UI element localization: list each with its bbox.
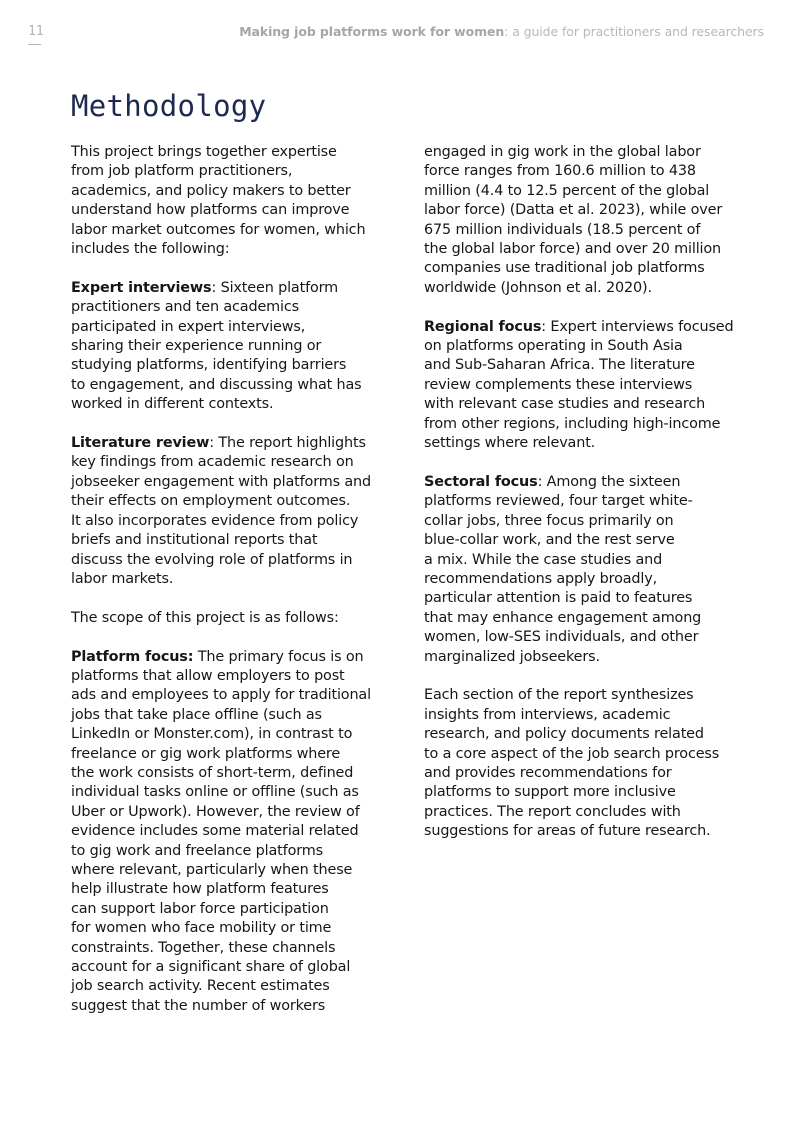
text-line: The scope of this project is as follows: (71, 609, 339, 626)
text-line: LinkedIn or Monster.com), in contrast to (71, 726, 353, 743)
running-header-subtitle: : a guide for practitioners and researchers (504, 24, 764, 39)
text-line: with relevant case studies and research (424, 396, 706, 413)
text-line: platforms to support more inclusive (424, 784, 676, 801)
text-line: force ranges from 160.6 million to 438 (424, 163, 696, 180)
text-line: platforms that allow employers to post (71, 667, 345, 684)
text-line: platforms reviewed, four target white- (424, 493, 693, 510)
text-line: jobs that take place offline (such as (71, 706, 322, 723)
text-line: individual tasks online or offline (such as (71, 784, 359, 801)
text-line (71, 434, 376, 453)
text-line: includes the following: (71, 241, 230, 258)
text-run: : Expert interviews focused (541, 318, 734, 335)
text-line: practitioners and ten academics (71, 299, 299, 316)
text-line: constraints. Together, these channels (71, 939, 336, 956)
right-column (424, 143, 734, 861)
text-line: million (4.4 to 12.5 percent of the global (424, 182, 710, 199)
page-number-underline (28, 44, 41, 45)
text-line: ads and employees to apply for traditional (71, 687, 371, 704)
text-line: job search activity. Recent estimates (71, 978, 330, 995)
intro-paragraph (71, 143, 376, 259)
text-line: for women who face mobility or time (71, 920, 332, 937)
text-line: key findings from academic research on (71, 454, 354, 471)
running-header (239, 24, 764, 40)
text-line: discuss the evolving role of platforms in (71, 551, 353, 568)
text-line: sharing their experience running or (71, 338, 322, 355)
expert-interviews-heading: Expert interviews (71, 279, 212, 296)
conclusion-paragraph (424, 686, 729, 841)
text-line: and Sub-Saharan Africa. The literature (424, 357, 695, 374)
text-line: evidence includes some material related (71, 823, 359, 840)
text-run: The primary focus is on (193, 648, 364, 665)
text-line: participated in expert interviews, (71, 318, 306, 335)
page-title: Methodology (71, 89, 267, 123)
text-line: from job platform practitioners, (71, 163, 293, 180)
text-line: labor force) (Datta et al. 2023), while over (424, 202, 723, 219)
platform-focus-paragraph (71, 648, 376, 1017)
text-line: 675 million individuals (18.5 percent of (424, 221, 701, 238)
regional-focus-paragraph (424, 318, 734, 454)
text-line: worldwide (Johnson et al. 2020). (424, 279, 652, 296)
text-run: : Among the sixteen (537, 473, 681, 490)
platform-focus-continued-paragraph (424, 143, 729, 298)
text-line: recommendations apply broadly, (424, 570, 658, 587)
text-line: It also incorporates evidence from policy (71, 512, 359, 529)
text-line: marginalized jobseekers. (424, 648, 600, 665)
text-line (71, 648, 376, 667)
text-line: academics, and policy makers to better (71, 182, 351, 199)
text-line: jobseeker engagement with platforms and (71, 473, 371, 490)
left-column (71, 143, 376, 1036)
text-line: that may enhance engagement among (424, 609, 702, 626)
text-line: practices. The report concludes with (424, 803, 681, 820)
text-line (424, 473, 729, 492)
text-line: companies use traditional job platforms (424, 260, 705, 277)
text-line: from other regions, including high-income (424, 415, 721, 432)
text-run: : Sixteen platform (211, 279, 339, 296)
text-line: the global labor force) and over 20 million (424, 241, 722, 258)
literature-review-paragraph (71, 434, 376, 589)
expert-interviews-paragraph (71, 279, 376, 415)
text-line: particular attention is paid to features (424, 590, 693, 607)
text-line (424, 318, 734, 337)
text-line: briefs and institutional reports that (71, 532, 318, 549)
scope-intro-paragraph (71, 609, 376, 628)
platform-focus-heading: Platform focus: (71, 648, 194, 665)
text-line: engaged in gig work in the global labor (424, 144, 701, 160)
text-line: review complements these interviews (424, 376, 693, 393)
literature-review-heading: Literature review (71, 435, 210, 452)
text-line: research, and policy documents related (424, 726, 704, 743)
text-line: to engagement, and discussing what has (71, 376, 362, 393)
text-line: labor market outcomes for women, which (71, 221, 366, 238)
text-line: women, low-SES individuals, and other (424, 629, 699, 646)
text-line: collar jobs, three focus primarily on (424, 512, 674, 529)
text-line: account for a significant share of global (71, 959, 351, 975)
text-run: : The report highlights (209, 435, 366, 452)
text-line (71, 279, 376, 298)
regional-focus-heading: Regional focus (424, 318, 542, 335)
text-line: worked in different contexts. (71, 396, 274, 413)
text-line: studying platforms, identifying barriers (71, 357, 347, 374)
text-line: labor markets. (71, 570, 174, 587)
text-line: suggestions for areas of future research. (424, 823, 711, 840)
text-line: where relevant, particularly when these (71, 861, 353, 878)
text-line: settings where relevant. (424, 435, 596, 452)
sectoral-focus-heading: Sectoral focus (424, 473, 538, 490)
text-line: Each section of the report synthesizes (424, 687, 694, 704)
page-number: 11 (28, 24, 44, 39)
text-line: their effects on employment outcomes. (71, 493, 351, 510)
text-line: This project brings together expertise (71, 144, 337, 160)
text-line: Uber or Upwork). However, the review of (71, 803, 360, 820)
text-line: blue-collar work, and the rest serve (424, 532, 675, 549)
text-line: and provides recommendations for (424, 764, 672, 781)
sectoral-focus-paragraph (424, 473, 729, 667)
text-line: a mix. While the case studies and (424, 551, 663, 568)
running-header-title: Making job platforms work for women (239, 24, 505, 39)
text-line: insights from interviews, academic (424, 706, 671, 723)
text-line: to a core aspect of the job search process (424, 745, 720, 762)
text-line: help illustrate how platform features (71, 881, 329, 898)
text-line: to gig work and freelance platforms (71, 842, 323, 859)
text-line: suggest that the number of workers (71, 997, 326, 1014)
text-line: freelance or gig work platforms where (71, 745, 341, 762)
text-line: the work consists of short-term, defined (71, 764, 354, 781)
text-line: can support labor force participation (71, 900, 329, 917)
text-line: on platforms operating in South Asia (424, 338, 683, 355)
text-line: understand how platforms can improve (71, 202, 350, 219)
